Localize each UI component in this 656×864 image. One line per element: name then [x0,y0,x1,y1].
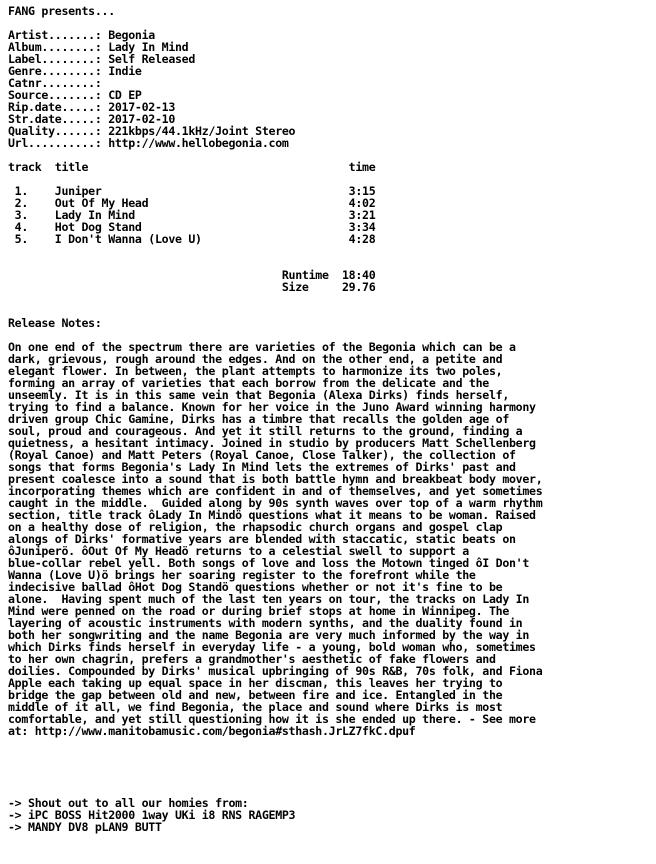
nfo-line: Catnr........: [8,76,102,90]
nfo-line: Str.date.....: 2017-02-10 [8,112,176,126]
nfo-line [8,773,656,785]
nfo-line: 2. Out Of My Head 4:02 [8,196,376,210]
nfo-line: Runtime 18:40 [8,268,376,282]
nfo-line: to her own chagrin, prefers a grandmother's aesthetic of fake flowers and [8,652,496,666]
nfo-line: incorporating themes which are confident in and of themselves, and yet sometimes [8,484,543,498]
nfo-line: present coalesce into a sound that is both battle hymn and breakbeat body mover, [8,472,543,486]
nfo-line [8,749,656,761]
nfo-line: quietness, a hesitant intimacy. Joined in studio by producers Matt Schellenberg [8,436,536,450]
nfo-line: elegant flower. In between, the plant attempts to harmonize its two poles, [8,364,503,378]
nfo-line: -> Shout out to all our homies from: [8,796,249,810]
nfo-line: alongs of Dirks' formative years are blended with staccatic, static beats on [8,532,516,546]
nfo-line: which Dirks finds herself in everyday life - a young, bold woman who, sometimes [8,640,536,654]
nfo-line: 5. I Don't Wanna (Love U) 4:28 [8,232,376,246]
nfo-line: Apple each taking up equal space in her discman, this leaves her trying to [8,676,503,690]
nfo-line: trying to find a balance. Known for her voice in the Juno Award winning harmony [8,400,536,414]
nfo-line: layering of acoustic instruments with modern synths, and the duality found in [8,616,523,630]
nfo-line: Rip.date.....: 2017-02-13 [8,100,176,114]
nfo-line [8,737,656,749]
nfo-line [8,245,656,257]
nfo-line: forming an array of varieties that each borrow from the delicate and the [8,376,489,390]
nfo-line: Release Notes: [8,316,102,330]
nfo-line: soul, proud and courageous. And yet it still returns to the ground, finding a [8,424,523,438]
nfo-line: Quality......: 221kbps/44.1kHz/Joint Stereo [8,124,296,138]
nfo-line: FANG presents... [8,4,115,18]
nfo-line [8,293,656,305]
nfo-line: Genre........: Indie [8,64,142,78]
nfo-line: 1. Juniper 3:15 [8,184,376,198]
nfo-line: blue-collar rebel yell. Both songs of love and loss the Motown tinged ôI Don't [8,556,530,570]
nfo-line: 4. Hot Dog Stand 3:34 [8,220,376,234]
nfo-line: dark, grievous, rough around the edges. And on the other end, a petite and [8,352,503,366]
nfo-line: songs that forms Begonia's Lady In Mind lets the extremes of Dirks' past and [8,460,516,474]
nfo-line: Label........: Self Released [8,52,196,66]
nfo-line: unseemly. It is in this same vein that Begonia (Alexa Dirks) finds herself, [8,388,510,402]
nfo-line: alone. Having spent much of the last ten years on tour, the tracks on Lady In [8,592,530,606]
nfo-line: ôJuniperö. ôOut Of My Headö returns to a celestial swell to support a [8,544,469,558]
nfo-line: section, title track ôLady In Mindö questions what it means to be woman. Raised [8,508,536,522]
nfo-line: both her songwriting and the name Begonia are very much informed by the way in [8,628,530,642]
nfo-line: middle of it all, we find Begonia, the place and sound where Dirks is most [8,700,503,714]
nfo-line: Mind were penned on the road or during brief stops at home in Winnipeg. The [8,604,510,618]
nfo-line: comfortable, and yet still questioning how it is she ended up there. - See more [8,712,536,726]
nfo-line: -> iPC BOSS Hit2000 1way UKi i8 RNS RAGEMP3 [8,808,296,822]
nfo-line: Album........: Lady In Mind [8,40,189,54]
nfo-line: (Royal Canoe) and Matt Peters (Royal Canoe, Close Talker), the collection of [8,448,516,462]
nfo-line: caught in the middle. Guided along by 90s synth waves over top of a warm rhythm [8,496,543,510]
nfo-line: -> MANDY DV8 pLAN9 BUTT [8,820,162,834]
nfo-line: on a healthy dose of religion, the rhapsodic church organs and gospel clap [8,520,503,534]
nfo-line: track title time [8,160,376,174]
nfo-line [8,305,656,317]
nfo-line: Wanna (Love U)ö brings her soaring register to the forefront while the [8,568,476,582]
nfo-line: bridge the gap between old and new, between fire and ice. Entangled in the [8,688,503,702]
nfo-line [8,761,656,773]
nfo-line[interactable]: Url..........: http://www.hellobegonia.com [8,136,289,150]
nfo-line: Size 29.76 [8,280,376,294]
nfo-line: doilies. Compounded by Dirks' musical upbringing of 90s R&B, 70s folk, and Fiona [8,664,543,678]
nfo-line: driven group Chic Gamine, Dirks has a timbre that recalls the golden age of [8,412,510,426]
nfo-line[interactable]: at: http://www.manitobamusic.com/begonia#sthash.JrLZ7fkC.dpuf [8,724,416,738]
nfo-line: indecisive ballad ôHot Dog Standö questions whether or not it's fine to be [8,580,503,594]
nfo-line: 3. Lady In Mind 3:21 [8,208,376,222]
nfo-line: On one end of the spectrum there are varieties of the Begonia which can be a [8,340,516,354]
nfo-line: Artist.......: Begonia [8,28,155,42]
nfo-line: Source.......: CD EP [8,88,142,102]
